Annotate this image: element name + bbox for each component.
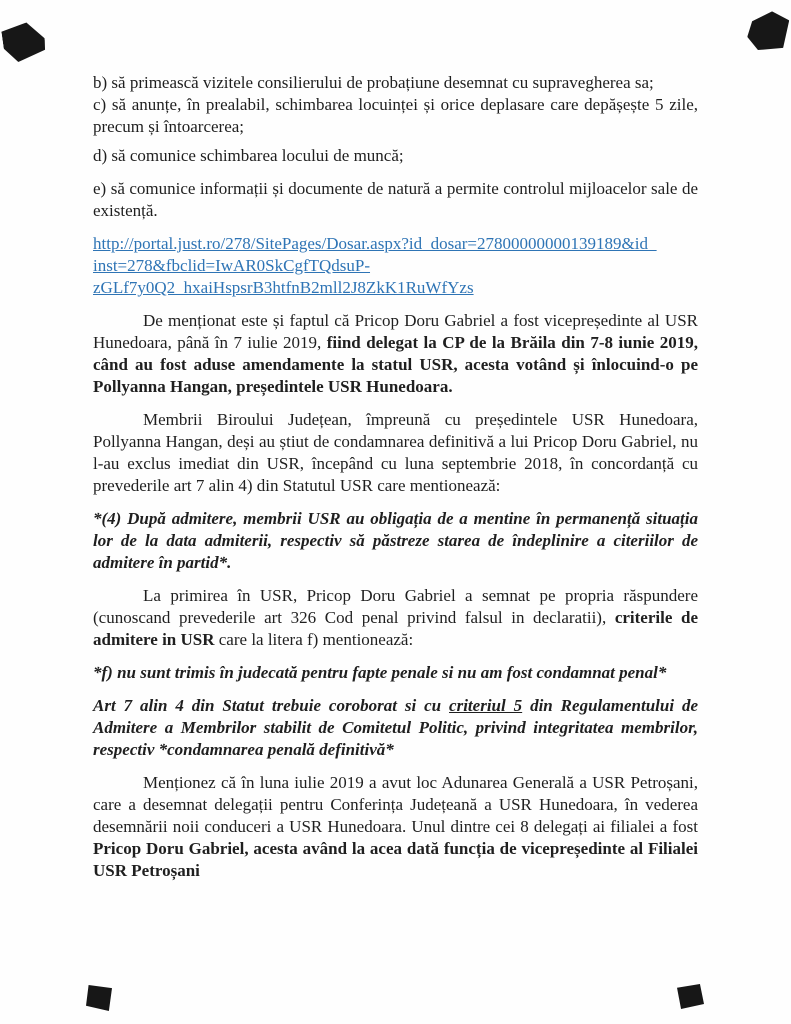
- court-case-link[interactable]: [93, 233, 698, 299]
- scan-artifact-top-right: [746, 9, 790, 53]
- court-case-link-line-3: zGLf7y0Q2_hxaiHspsrB3htfnB2mll2J8ZkK1RuWfYzs: [93, 278, 474, 297]
- paragraph-mentionat: De menționat este și faptul că Pricop Doru Gabriel a fost vicepreședinte al USR Hunedoara, până în 7 iulie 2019, fiind delegat la CP de la Brăila din 7-8 iunie 2019, când au fost aduse amendamente la statul USR, acesta votând și înlocuind-o pe Pollyanna Hangan, președintele USR Hunedoara.: [93, 311, 698, 396]
- quote-litera-f: *f) nu sunt trimis în judecată pentru fapte penale si nu am fost condamnat penal*: [93, 663, 667, 682]
- clause-e: e) să comunice informații și documente de natură a permite controlul mijloacelor sale de existență.: [93, 179, 698, 220]
- paragraph-art7-coroborat: Art 7 alin 4 din Statut trebuie coroborat si cu criteriul 5 din Regulamentului de Admitere a Membrilor stabilit de Comitetul Politic, privind integritatea membrilor, respectiv *condamnarea penală definitivă*: [93, 696, 699, 759]
- clause-d: d) să comunice schimbarea locului de muncă;: [93, 146, 404, 165]
- court-case-link-line-2: inst=278&fbclid=IwAR0SkCgfTQdsuP-: [93, 256, 371, 275]
- scan-artifact-bottom-left: [86, 985, 112, 1011]
- paragraph-mentionez: Menționez că în luna iulie 2019 a avut loc Adunarea Generală a USR Petroșani, care a desemnat delegații pentru Conferința Județeană a USR Hunedoara, în vederea desemnării noii conduceri a USR Hunedoara. Unul dintre cei 8 delegați ai filialei a fost Pricop Doru Gabriel, acesta având la acea dată funcția de vicepreședinte al Filialei USR Petroșani: [93, 773, 698, 880]
- quote-statut-art7-alin4: *(4) După admitere, membrii USR au obligația de a mentine în permanență situația lor de la data admiterii, respectiv să păstreze starea de îndeplinire a citeriilor de admitere în partid*.: [93, 509, 698, 572]
- clause-b: b) să primească vizitele consilierului de probațiune desemnat cu supravegherea sa;: [93, 73, 654, 92]
- scan-artifact-top-left: [1, 20, 48, 63]
- paragraph-primirea: La primirea în USR, Pricop Doru Gabriel a semnat pe propria răspundere (cunoscand prevederile art 326 Cod penal privind falsul in declaratii), criterile de admitere in USR care la litera f) mentionează:: [93, 586, 698, 649]
- document-text-content: [93, 72, 698, 882]
- paragraph-membrii: Membrii Biroului Județean, împreună cu președintele USR Hunedoara, Pollyanna Hangan, deși au știut de condamnarea definitivă a lui Pricop Doru Gabriel, nu l-au exclus imediat din USR, începând cu luna septembrie 2018, în concordanță cu prevederile art 7 alin 4) din Statutul USR care mentionează:: [93, 410, 698, 495]
- clause-c: c) să anunțe, în prealabil, schimbarea locuinței și orice deplasare care depășește 5 zile, precum și întoarcerea;: [93, 95, 698, 136]
- scan-artifact-bottom-right: [677, 984, 704, 1009]
- court-case-link-line-1: http://portal.just.ro/278/SitePages/Dosar.aspx?id_dosar=27800000000139189&id_: [93, 234, 657, 253]
- court-case-link-paragraph: [93, 233, 698, 299]
